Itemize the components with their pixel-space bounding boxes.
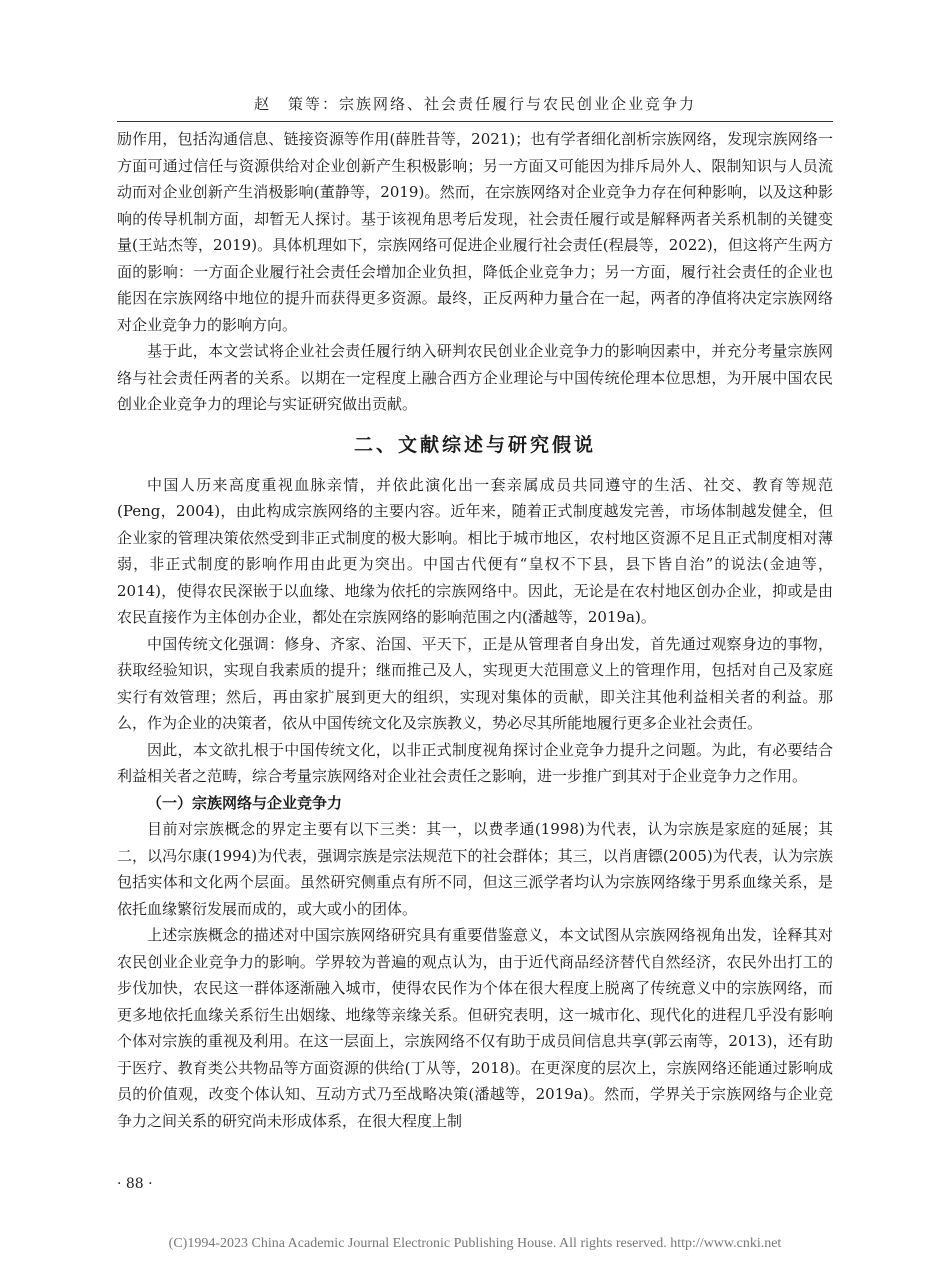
header-divider (117, 121, 833, 122)
paragraph: 基于此，本文尝试将企业社会责任履行纳入研判农民创业企业竞争力的影响因素中，并充分考量宗族网络与社会责任两者的关系。以期在一定程度上融合西方企业理论与中国传统伦理本位思想，为开展中国农民创业企业竞争力的理论与实证研究做出贡献。 (117, 342, 833, 413)
running-header: 赵 策等：宗族网络、社会责任履行与农民创业企业竞争力 (253, 95, 696, 113)
paragraph-continued: 励作用，包括沟通信息、链接资源等作用(薛胜昔等，2021)；也有学者细化剖析宗族网络，发现宗族网络一方面可通过信任与资源供给对企业创新产生积极影响；另一方面又可能因为排斥局外人、限制知识与人员流动而对企业创新产生消极影响(董静等，2019)。然而，在宗族网络对企业竞争力存在何种影响，以及这种影响的传导机制方面，却暂无人探讨。基于该视角思考后发现，社会责任履行或是解释两者关系机制的关键变量(王站杰等，2019)。具体机理如下，宗族网络可促进企业履行社会责任(程晨等，2022)，但这将产生两方面的影响：一方面企业履行社会责任会增加企业负担，降低企业竞争力；另一方面，履行社会责任的企业也能因在宗族网络中地位的提升而获得更多资源。最终，正反两种力量合在一起，两者的净值将决定宗族网络对企业竞争力的影响方向。 (117, 130, 833, 334)
paragraph: 目前对宗族概念的界定主要有以下三类：其一，以费孝通(1998)为代表，认为宗族是家庭的延展；其二，以冯尔康(1994)为代表，强调宗族是宗法规范下的社会群体；其三，以肖唐镖(2005)为代表，认为宗族包括实体和文化两个层面。虽然研究侧重点有所不同，但这三派学者均认为宗族网络缘于男系血缘关系，是依托血缘繁衍发展而成的，或大或小的团体。 (117, 820, 833, 918)
copyright-footer: (C)1994-2023 China Academic Journal Electronic Publishing House. All rights reserved. http://www.cnki.net (168, 1236, 782, 1251)
page-number: · 88 · (117, 1176, 153, 1192)
paragraph: 上述宗族概念的描述对中国宗族网络研究具有重要借鉴意义，本文试图从宗族网络视角出发，诠释其对农民创业企业竞争力的影响。学界较为普遍的观点认为，由于近代商品经济替代自然经济，农民外出打工的步伐加快，农民这一群体逐渐融入城市，使得农民作为个体在很大程度上脱离了传统意义中的宗族网络，而更多地依托血缘关系衍生出姻缘、地缘等亲缘关系。但研究表明，这一城市化、现代化的进程几乎没有影响个体对宗族的重视及利用。在这一层面上，宗族网络不仅有助于成员间信息共享(郭云南等，2013)，还有助于医疗、教育类公共物品等方面资源的供给(丁从等，2018)。在更深度的层次上，宗族网络还能通过影响成员的价值观，改变个体认知、互动方式乃至战略决策(潘越等，2019a)。然而，学界关于宗族网络与企业竞争力之间关系的研究尚未形成体系，在很大程度上制 (117, 926, 833, 1130)
subsection-heading: （一）宗族网络与企业竞争力 (147, 793, 343, 812)
section-heading: 二、文献综述与研究假说 (353, 433, 596, 456)
paragraph: 中国人历来高度重视血脉亲情，并依此演化出一套亲属成员共同遵守的生活、社交、教育等规范(Peng，2004)，由此构成宗族网络的主要内容。近年来，随着正式制度越发完善，市场体制越发健全，但企业家的管理决策依然受到非正式制度的极大影响。相比于城市地区，农村地区资源不足且正式制度相对薄弱，非正式制度的影响作用由此更为突出。中国古代便有“皇权不下县，县下皆自治”的说法(金迪等，2014)，使得农民深嵌于以血缘、地缘为依托的宗族网络中。因此，无论是在农村地区创办企业，抑或是由农民直接作为主体创办企业，都处在宗族网络的影响范围之内(潘越等，2019a)。 (117, 475, 833, 626)
paragraph: 因此，本文欲扎根于中国传统文化，以非正式制度视角探讨企业竞争力提升之问题。为此，有必要结合利益相关者之范畴，综合考量宗族网络对企业社会责任之影响，进一步推广到其对于企业竞争力之作用。 (117, 740, 833, 785)
paragraph: 中国传统文化强调：修身、齐家、治国、平天下，正是从管理者自身出发，首先通过观察身边的事物，获取经验知识，实现自我素质的提升；继而推己及人，实现更大范围意义上的管理作用，包括对自己及家庭实行有效管理；然后，再由家扩展到更大的组织，实现对集体的贡献，即关注其他利益相关者的利益。那么，作为企业的决策者，依从中国传统文化及宗族教义，势必尽其所能地履行更多企业社会责任。 (117, 634, 833, 732)
article-body (117, 126, 833, 1134)
